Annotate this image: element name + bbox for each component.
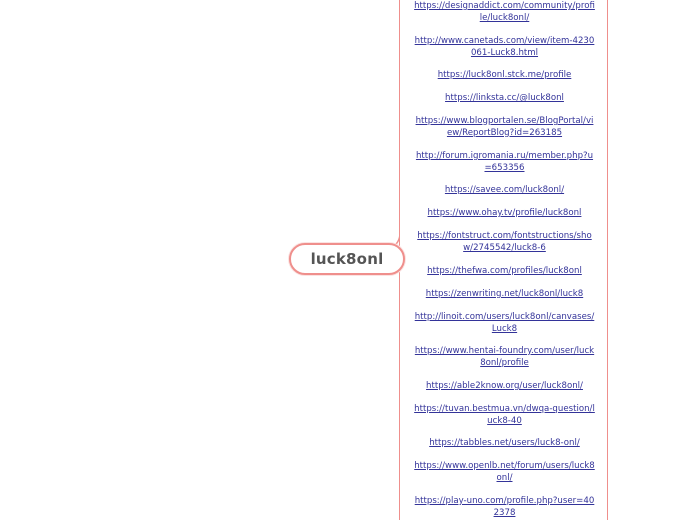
list-item — [414, 93, 595, 105]
profile-link[interactable]: http://forum.igromania.ru/member.php?u=653356 — [415, 151, 594, 173]
profile-link[interactable]: https://www.hentai-foundry.com/user/luck8onl/profile — [414, 346, 595, 368]
list-item — [414, 116, 595, 139]
profile-link[interactable]: https://thefwa.com/profiles/luck8onl — [427, 266, 582, 276]
list-item — [414, 289, 595, 301]
profile-link[interactable]: http://www.canetads.com/view/item-4230061-Luck8.html — [414, 36, 595, 58]
list-item — [414, 312, 595, 335]
list-item — [414, 461, 595, 484]
profile-link[interactable]: https://savee.com/luck8onl/ — [444, 185, 565, 195]
list-item — [414, 266, 595, 278]
list-item — [414, 151, 595, 174]
root-node[interactable] — [289, 243, 405, 275]
link-list-panel — [399, 0, 608, 520]
list-item — [414, 185, 595, 197]
root-node-label: luck8onl — [310, 250, 384, 268]
list-item — [414, 70, 595, 82]
list-item — [414, 381, 595, 393]
list-item — [414, 404, 595, 427]
profile-link[interactable]: https://www.openlb.net/forum/users/luck8onl/ — [414, 461, 595, 483]
profile-link[interactable]: https://able2know.org/user/luck8onl/ — [426, 381, 583, 391]
profile-link[interactable]: https://luck8onl.stck.me/profile — [437, 70, 572, 80]
profile-link[interactable]: https://play-uno.com/profile.php?user=402378 — [414, 496, 595, 518]
profile-link[interactable]: https://fontstruct.com/fontstructions/show/2745542/luck8-6 — [417, 231, 592, 253]
profile-link[interactable]: https://tabbles.net/users/luck8-onl/ — [429, 438, 580, 448]
profile-link[interactable]: https://zenwriting.net/luck8onl/luck8 — [425, 289, 584, 299]
profile-link[interactable]: https://www.blogportalen.se/BlogPortal/view/ReportBlog?id=263185 — [415, 116, 594, 138]
list-item — [414, 346, 595, 369]
profile-link[interactable]: https://www.ohay.tv/profile/luck8onl — [427, 208, 582, 218]
list-item — [414, 231, 595, 254]
profile-link[interactable]: https://tuvan.bestmua.vn/dwqa-question/luck8-40 — [414, 404, 595, 426]
list-item — [414, 438, 595, 450]
list-item — [414, 208, 595, 220]
profile-link[interactable]: http://linoit.com/users/luck8onl/canvases/Luck8 — [414, 312, 595, 334]
list-item — [414, 496, 595, 519]
profile-link[interactable]: https://designaddict.com/community/profile/luck8onl/ — [414, 1, 595, 23]
list-item — [414, 1, 595, 24]
profile-link[interactable]: https://linksta.cc/@luck8onl — [445, 93, 564, 103]
list-item — [414, 36, 595, 59]
